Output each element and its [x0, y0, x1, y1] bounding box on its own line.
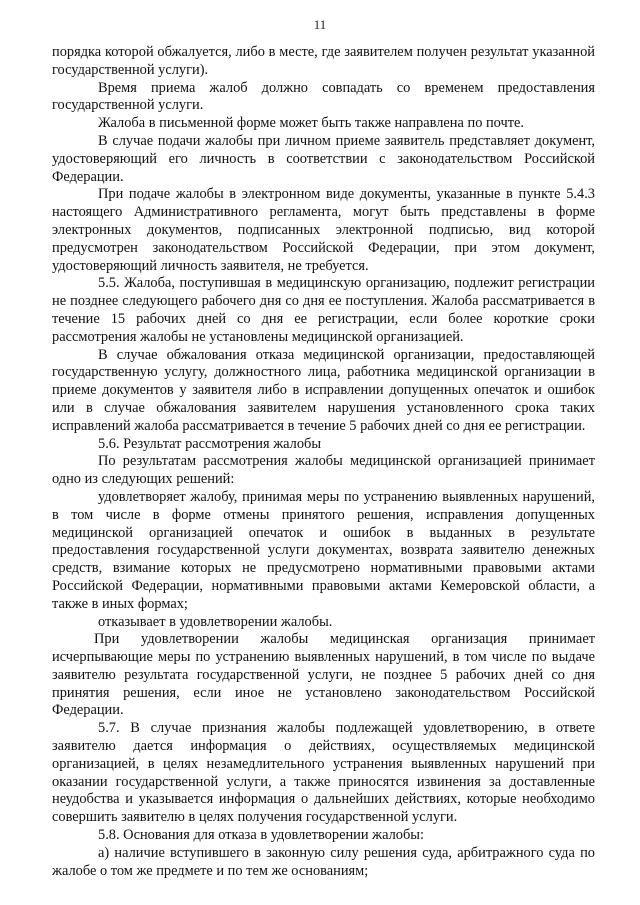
paragraph-continuation: порядка которой обжалуется, либо в месте, где заявителем получен результат указанной государственной услуги).	[52, 44, 595, 78]
page-number: 11	[313, 17, 327, 32]
paragraph-section-5-7: 5.7. В случае признания жалобы подлежащей удовлетворению, в ответе заявителю дается информация о действиях, осуществляемых медицинской организацией, в целях незамедлительного устранения выявленных нарушений при оказании государственной услуги, а также приносятся извинения за доставленные неудобства и указывается информация о дальнейших действиях, которые необходимо совершить заявителю в целях получения государственной услуги.	[52, 720, 595, 826]
paragraph-satisfy-complaint: удовлетворяет жалобу, принимая меры по устранению выявленных нарушений, в том числе в форме отмены принятого решения, исправления допущенных медицинской организацией опечаток и ошибок в выданных в результате предоставления государственной услуги документах, возврата заявителю денежных средств, взимание которых не предусмотрено нормативными правовыми актами Российской Федерации, нормативными правовыми актами Кемеровской области, а также в иных формах;	[52, 488, 595, 612]
paragraph-refuse-complaint: отказывает в удовлетворении жалобы.	[98, 613, 333, 630]
paragraph-remedy-measures: При удовлетворении жалобы медицинская организация принимает исчерпывающие меры по устранению выявленных нарушений, в том числе по выдаче заявителю результата государственной услуги, не позднее 5 рабочих дней со дня принятия решения, если иное не установлено законодательством Российской Федерации.	[52, 631, 595, 719]
document-body	[52, 44, 595, 880]
list-item-a: а) наличие вступившего в законную силу решения суда, арбитражного суда по жалобе о том же предмете и по тем же основаниям;	[52, 844, 595, 879]
paragraph-personal-submission: В случае подачи жалобы при личном приеме заявитель представляет документ, удостоверяющий его личность в соответствии с законодательством Российской Федерации.	[52, 132, 595, 185]
paragraph-electronic-submission: При подаче жалобы в электронном виде документы, указанные в пункте 5.4.3 настоящего Административного регламента, могут быть представлены в форме электронных документов, подписанных электронной подписью, вид которой предусмотрен законодательством Российской Федерации, при этом документ, удостоверяющий личность заявителя, не требуется.	[52, 186, 595, 274]
section-heading-5-8: 5.8. Основания для отказа в удовлетворении жалобы:	[98, 827, 424, 844]
paragraph-postal-complaint: Жалоба в письменной форме может быть также направлена по почте.	[98, 115, 525, 132]
paragraph-review-results: По результатам рассмотрения жалобы медицинской организацией принимает одно из следующих решений:	[52, 453, 595, 488]
section-heading-5-6: 5.6. Результат рассмотрения жалобы	[98, 435, 322, 452]
paragraph-section-5-5: 5.5. Жалоба, поступившая в медицинскую организацию, подлежит регистрации не позднее следующего рабочего дня со дня ее поступления. Жалоба рассматривается в течение 15 рабочих дней со дня ее регистрации, если более короткие сроки рассмотрения жалобы не установлены медицинской организацией.	[52, 275, 595, 345]
paragraph-refusal-appeal: В случае обжалования отказа медицинской организации, предоставляющей государственную услугу, должностного лица, работника медицинской организации в приеме документов у заявителя либо в исправлении допущенных опечаток и ошибок или в случае обжалования заявителем нарушения установленного срока таких исправлений жалоба рассматривается в течение 5 рабочих дней со дня ее регистрации.	[52, 346, 595, 434]
paragraph-reception-time: Время приема жалоб должно совпадать со временем предоставления государственной услуги.	[52, 79, 595, 114]
